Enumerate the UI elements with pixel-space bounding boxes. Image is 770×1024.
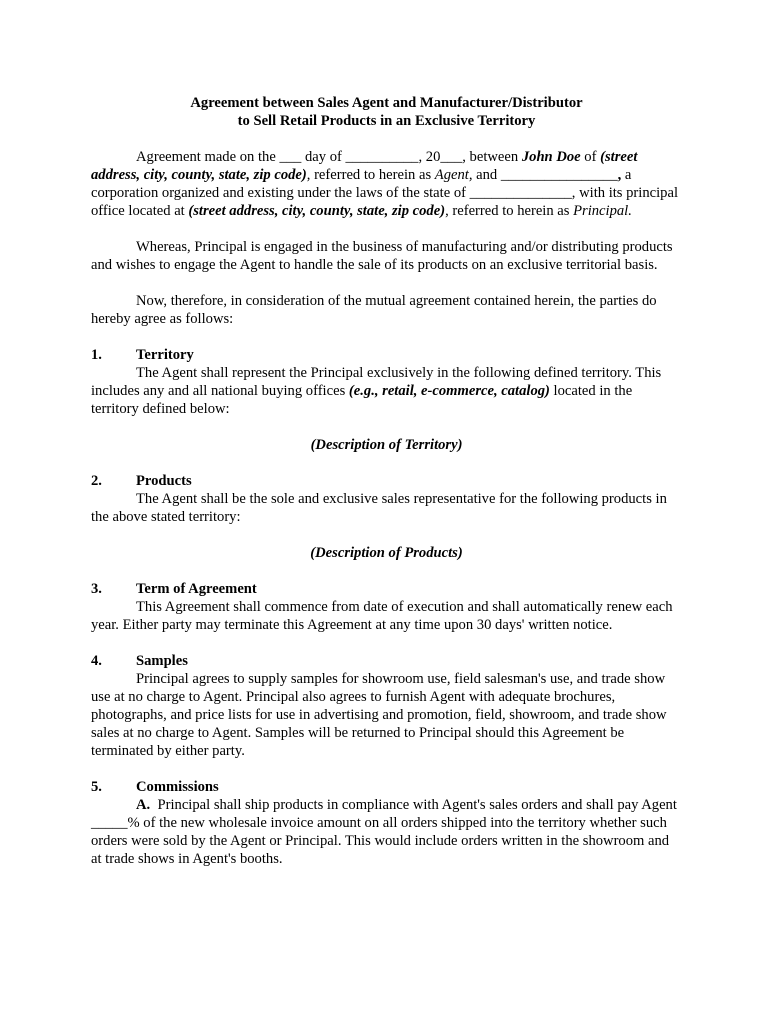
agent-term: Agent, — [434, 167, 473, 183]
section-body — [91, 796, 682, 868]
section-body: Principal agrees to supply samples for showroom use, field salesman's use, and trade show use at no charge to Agent. Principal also agrees to furnish Agent with adequate brochures, photographs, and price lists for use in advertising and promotion, field, showroom, and trade show sales at no charge to Agent. Samples will be returned to Principal should this Agreement be terminated by either party. — [91, 671, 667, 759]
products-placeholder: (Description of Products) — [310, 545, 463, 561]
section-territory — [91, 346, 682, 454]
agent-address: (street address, city, county, state, zip code) — [91, 149, 638, 183]
section-heading — [91, 778, 682, 796]
section-number: 5. — [91, 779, 102, 795]
section-body: The Agent shall be the sole and exclusive sales representative for the following products in the above stated territory: — [91, 491, 667, 525]
territory-examples: (e.g., retail, e-commerce, catalog) — [348, 383, 550, 399]
section-heading — [91, 580, 682, 598]
intro-text-3: , referred to herein as — [306, 167, 435, 183]
intro-text-4: and ________________ — [472, 167, 618, 183]
section-body: This Agreement shall commence from date of execution and shall automatically renew each year. Either party may terminate this Agreement at any time upon 30 days' written notice. — [91, 599, 673, 633]
section-title: Territory — [136, 347, 194, 363]
territory-text-1: The Agent shall represent the Principal exclusively in the following defined territory. This includes any and all national buying offices — [91, 365, 662, 399]
section-heading — [91, 472, 682, 490]
section-number: 3. — [91, 581, 102, 597]
title-line-1: Agreement between Sales Agent and Manufacturer/Distributor — [190, 95, 583, 111]
intro-paragraph — [91, 148, 682, 220]
commissions-text: Principal shall ship products in compliance with Agent's sales orders and shall pay Agent _____% of the new wholesale invoice amount on all orders shipped into the territory whether such orders were sold by the Agent or Principal. This would include orders written in the showroom and at trade shows in Agent's booths. — [91, 797, 677, 867]
intro-comma: , — [617, 167, 622, 183]
section-title: Samples — [136, 653, 188, 669]
now-therefore-paragraph: Now, therefore, in consideration of the mutual agreement contained herein, the parties do hereby agree as follows: — [91, 293, 657, 327]
section-heading — [91, 652, 682, 670]
territory-text-2: located in the territory defined below: — [91, 383, 633, 417]
intro-text-2: of — [580, 149, 601, 165]
title-line-2: to Sell Retail Products in an Exclusive Territory — [237, 113, 536, 129]
territory-placeholder: (Description of Territory) — [310, 437, 463, 453]
section-title: Products — [136, 473, 192, 489]
section-number: 1. — [91, 347, 102, 363]
intro-text-5: a corporation organized and existing under the laws of the state of ______________, with its principal office located at — [91, 167, 678, 219]
principal-address: (street address, city, county, state, zip code) — [188, 203, 446, 219]
section-body — [91, 364, 682, 418]
intro-text-6: , referred to herein as — [445, 203, 574, 219]
section-number: 4. — [91, 653, 102, 669]
section-term — [91, 580, 682, 634]
section-samples — [91, 652, 682, 760]
intro-text-1: Agreement made on the ___ day of __________, 20___, between — [136, 149, 522, 165]
subsection-label: A. — [136, 797, 151, 813]
section-title: Commissions — [136, 779, 219, 795]
section-commissions — [91, 778, 682, 868]
whereas-paragraph: Whereas, Principal is engaged in the business of manufacturing and/or distributing products and wishes to engage the Agent to handle the sale of its products on an exclusive territorial basis. — [91, 239, 673, 273]
section-products — [91, 472, 682, 562]
principal-term: Principal. — [573, 203, 632, 219]
document-title — [91, 94, 682, 130]
section-number: 2. — [91, 473, 102, 489]
agent-name: John Doe — [521, 149, 581, 165]
section-title: Term of Agreement — [136, 581, 257, 597]
section-heading — [91, 346, 682, 364]
